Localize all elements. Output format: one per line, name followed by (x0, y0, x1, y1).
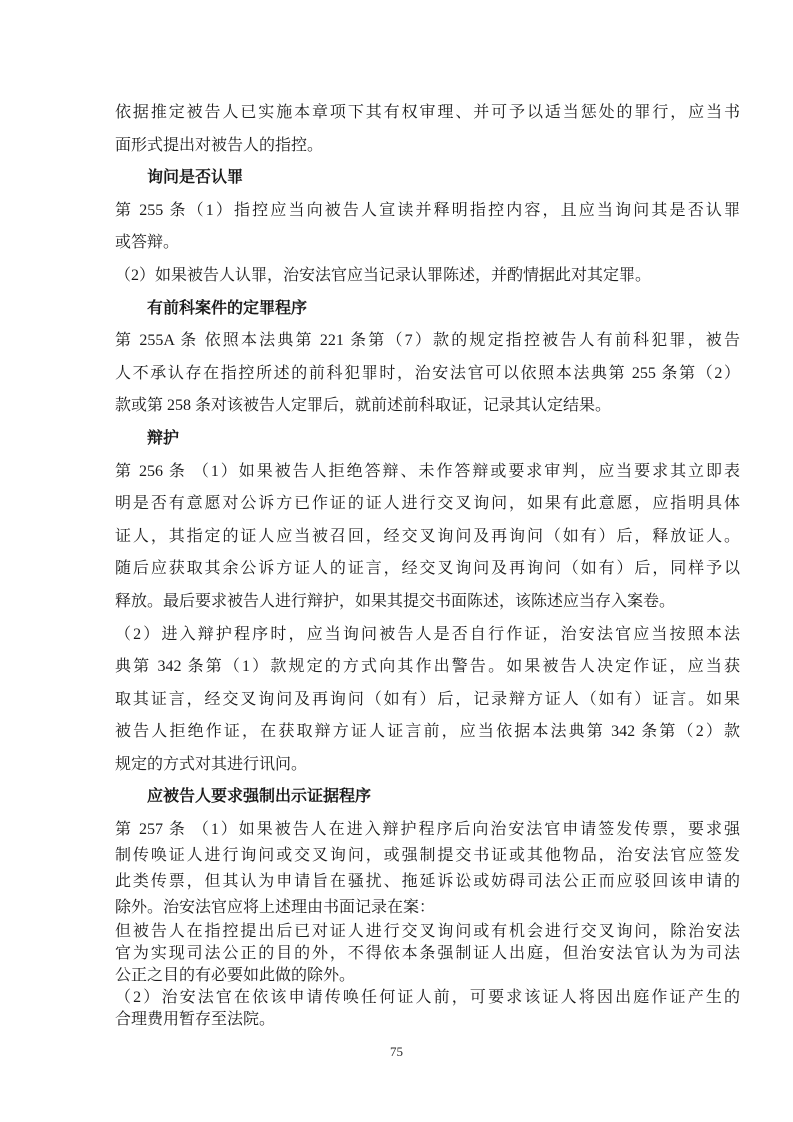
section-heading (115, 781, 740, 814)
text-line: 合理费用暂存至法院。 (115, 1011, 276, 1029)
text-line: 此类传票，但其认为申请旨在骚扰、拖延诉讼或妨碍司法公正而应驳回该申请的 (115, 873, 740, 891)
text-line: 随后应获取其余公诉方证人的证言，经交叉询问及再询问（如有）后，同样予以 (115, 560, 740, 578)
text-line: 或答辩。 (115, 234, 180, 252)
text-line: 第 257 条 （1）如果被告人在进入辩护程序后向治安法官申请签发传票，要求强 (115, 821, 740, 839)
paragraph (115, 260, 740, 293)
page-number: 75 (390, 1044, 403, 1059)
text-line: 取其证言，经交叉询问及再询问（如有）后，记录辩方证人（如有）证言。如果 (115, 690, 740, 708)
text-line: 被告人拒绝作证，在获取辩方证人证言前，应当依据本法典第 342 条第（2）款 (115, 723, 740, 741)
text-line: 除外。治安法官应将上述理由书面记录在案： (115, 899, 436, 917)
text-line: （2）进入辩护程序时，应当询问被告人是否自行作证，治安法官应当按照本法 (115, 625, 740, 643)
paragraph (115, 325, 740, 423)
paragraph (115, 921, 740, 987)
paragraph (115, 619, 740, 782)
paragraph (115, 195, 740, 260)
text-line: 公正之目的有必要如此做的除外。 (115, 967, 356, 985)
document-body (115, 97, 740, 1031)
heading-text: 辩护 (147, 429, 180, 447)
text-line: 第 255 条（1）指控应当向被告人宣读并释明指控内容，且应当询问其是否认罪 (115, 201, 740, 219)
paragraph (115, 456, 740, 619)
text-line: 第 255A 条 依照本法典第 221 条第（7）款的规定指控被告人有前科犯罪，被告 (115, 332, 740, 350)
text-line: 证人，其指定的证人应当被召回，经交叉询问及再询问（如有）后，释放证人。 (115, 527, 740, 545)
heading-text: 询问是否认罪 (147, 169, 244, 187)
text-line: 释放。最后要求被告人进行辩护，如果其提交书面陈述，该陈述应当存入案卷。 (115, 592, 676, 610)
text-line: 制传唤证人进行询问或交叉询问，或强制提交书证或其他物品，治安法官应签发 (115, 847, 740, 865)
paragraph (115, 817, 740, 921)
text-line: （2）治安法官在依该申请传唤任何证人前，可要求该证人将因出庭作证产生的 (115, 989, 740, 1007)
heading-text: 应被告人要求强制出示证据程序 (147, 788, 372, 806)
text-line: 规定的方式对其进行讯问。 (115, 755, 308, 773)
text-line: 依据推定被告人已实施本章项下其有权审理、并可予以适当惩处的罪行，应当书 (115, 104, 740, 121)
section-heading (115, 293, 740, 326)
text-line: 典第 342 条第（1）款规定的方式向其作出警告。如果被告人决定作证，应当获 (115, 658, 740, 676)
heading-text: 有前科案件的定罪程序 (147, 299, 308, 317)
text-line: 款或第 258 条对该被告人定罪后，就前述前科取证，记录其认定结果。 (115, 397, 612, 415)
text-line: 人不承认存在指控所述的前科犯罪时，治安法官可以依照本法典第 255 条第（2） (115, 364, 740, 382)
text-line: （2）如果被告人认罪，治安法官应当记录认罪陈述，并酌情据此对其定罪。 (115, 266, 652, 284)
text-line: 官为实现司法公正的目的外，不得依本条强制证人出庭，但治安法官认为为司法 (115, 945, 740, 963)
text-line: 第 256 条 （1）如果被告人拒绝答辩、未作答辩或要求审判，应当要求其立即表 (115, 462, 740, 480)
text-line: 但被告人在指控提出后已对证人进行交叉询问或有机会进行交叉询问，除治安法 (115, 923, 740, 941)
section-heading (115, 162, 740, 195)
paragraph (115, 987, 740, 1031)
text-line: 明是否有意愿对公诉方已作证的证人进行交叉询问，如果有此意愿，应指明具体 (115, 495, 740, 513)
section-heading (115, 423, 740, 456)
text-line: 面形式提出对被告人的指控。 (115, 136, 324, 154)
paragraph (115, 97, 740, 162)
